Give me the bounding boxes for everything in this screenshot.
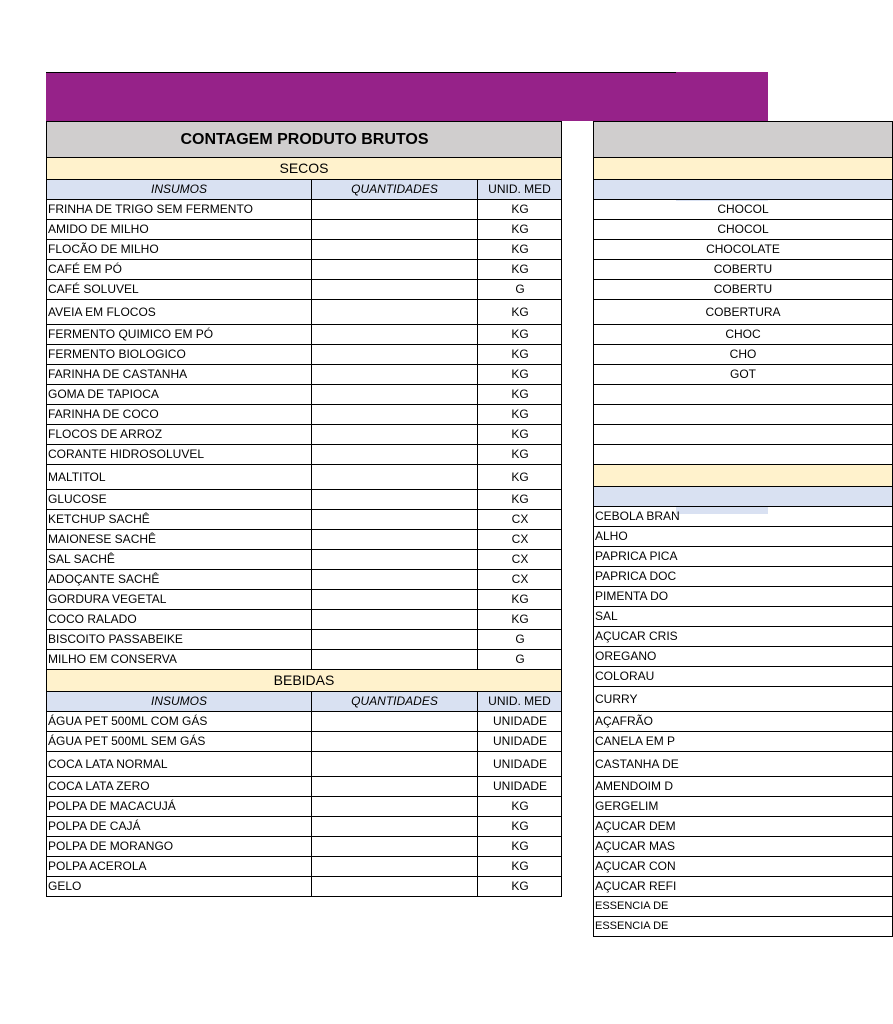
unit-cell: G	[478, 630, 562, 650]
right-item-name: AÇUCAR DEM	[594, 817, 893, 837]
unit-cell: KG	[478, 405, 562, 425]
quantity-cell[interactable]	[312, 752, 478, 777]
table-row	[47, 280, 562, 300]
table-row	[47, 837, 562, 857]
item-name: ÁGUA PET 500ML COM GÁS	[47, 712, 312, 732]
unit-cell: KG	[478, 325, 562, 345]
table-row	[47, 732, 562, 752]
quantity-cell[interactable]	[312, 260, 478, 280]
unit-cell: KG	[478, 590, 562, 610]
unit-cell: KG	[478, 797, 562, 817]
item-name: POLPA ACEROLA	[47, 857, 312, 877]
item-name: FRINHA DE TRIGO SEM FERMENTO	[47, 200, 312, 220]
right-item-name: COLORAU	[594, 667, 893, 687]
quantity-cell[interactable]	[312, 490, 478, 510]
left-count-table	[46, 121, 562, 897]
item-name: GLUCOSE	[47, 490, 312, 510]
unit-cell: CX	[478, 530, 562, 550]
table-row	[47, 465, 562, 490]
unit-cell: KG	[478, 385, 562, 405]
item-name: MAIONESE SACHÊ	[47, 530, 312, 550]
col-header-unid: UNID. MED	[478, 180, 562, 200]
quantity-cell[interactable]	[312, 817, 478, 837]
table-row	[47, 300, 562, 325]
right-item-name: ALHO	[594, 527, 893, 547]
right-item-name: ESSENCIA DE	[594, 917, 893, 937]
item-name: CAFÉ EM PÓ	[47, 260, 312, 280]
table-row	[47, 550, 562, 570]
right-item-name	[594, 385, 893, 405]
table-row	[47, 510, 562, 530]
right-count-table	[593, 121, 893, 937]
col-header-insumos: INSUMOS	[47, 692, 312, 712]
quantity-cell[interactable]	[312, 300, 478, 325]
right-section-cell-2	[594, 465, 893, 487]
table-row	[47, 425, 562, 445]
quantity-cell[interactable]	[312, 712, 478, 732]
table-row	[47, 530, 562, 550]
right-item-name: PIMENTA DO	[594, 587, 893, 607]
right-header-cell	[594, 180, 893, 200]
section-header-bebidas: BEBIDAS	[47, 670, 562, 692]
item-name: GOMA DE TAPIOCA	[47, 385, 312, 405]
col-header-unid: UNID. MED	[478, 692, 562, 712]
item-name: POLPA DE MORANGO	[47, 837, 312, 857]
quantity-cell[interactable]	[312, 732, 478, 752]
unit-cell: KG	[478, 260, 562, 280]
header-banner	[46, 72, 768, 121]
right-item-name	[594, 405, 893, 425]
right-title-cell	[594, 122, 893, 158]
table-row	[47, 590, 562, 610]
quantity-cell[interactable]	[312, 777, 478, 797]
unit-cell: KG	[478, 200, 562, 220]
table-row	[47, 490, 562, 510]
right-item-name: GERGELIM	[594, 797, 893, 817]
table-row	[47, 777, 562, 797]
item-name: COCA LATA NORMAL	[47, 752, 312, 777]
right-item-name: COBERTU	[594, 260, 893, 280]
unit-cell: KG	[478, 445, 562, 465]
unit-cell: KG	[478, 220, 562, 240]
unit-cell: CX	[478, 570, 562, 590]
item-name: FLOCOS DE ARROZ	[47, 425, 312, 445]
unit-cell: KG	[478, 877, 562, 897]
item-name: AVEIA EM FLOCOS	[47, 300, 312, 325]
table-row	[47, 220, 562, 240]
quantity-cell[interactable]	[312, 280, 478, 300]
right-item-name: CEBOLA BRAN	[594, 507, 893, 527]
unit-cell: UNIDADE	[478, 777, 562, 797]
quantity-cell[interactable]	[312, 570, 478, 590]
table-row	[47, 240, 562, 260]
quantity-cell[interactable]	[312, 405, 478, 425]
quantity-cell[interactable]	[312, 510, 478, 530]
right-item-name: OREGANO	[594, 647, 893, 667]
quantity-cell[interactable]	[312, 200, 478, 220]
unit-cell: KG	[478, 465, 562, 490]
table-row	[47, 570, 562, 590]
table-row	[47, 325, 562, 345]
item-name: CAFÉ SOLUVEL	[47, 280, 312, 300]
right-item-name: CHOC	[594, 325, 893, 345]
right-table-clip	[593, 121, 781, 951]
item-name: POLPA DE MACACUJÁ	[47, 797, 312, 817]
quantity-cell[interactable]	[312, 240, 478, 260]
item-name: KETCHUP SACHÊ	[47, 510, 312, 530]
table-row	[47, 752, 562, 777]
unit-cell: KG	[478, 425, 562, 445]
unit-cell: KG	[478, 857, 562, 877]
table-row	[47, 260, 562, 280]
right-item-name: AÇUCAR REFI	[594, 877, 893, 897]
item-name: GELO	[47, 877, 312, 897]
right-item-name: COBERTU	[594, 280, 893, 300]
unit-cell: KG	[478, 490, 562, 510]
right-section-cell	[594, 158, 893, 180]
unit-cell: G	[478, 650, 562, 670]
unit-cell: KG	[478, 365, 562, 385]
right-item-name: AÇUCAR CRIS	[594, 627, 893, 647]
quantity-cell[interactable]	[312, 530, 478, 550]
banner-top-border	[46, 72, 676, 73]
quantity-cell[interactable]	[312, 220, 478, 240]
quantity-cell[interactable]	[312, 345, 478, 365]
right-item-name: CANELA EM P	[594, 732, 893, 752]
quantity-cell[interactable]	[312, 837, 478, 857]
item-name: MALTITOL	[47, 465, 312, 490]
right-item-name: SAL	[594, 607, 893, 627]
quantity-cell[interactable]	[312, 445, 478, 465]
item-name: COCA LATA ZERO	[47, 777, 312, 797]
right-item-name	[594, 425, 893, 445]
right-item-name: CURRY	[594, 687, 893, 712]
right-item-name: AÇAFRÃO	[594, 712, 893, 732]
right-item-name: CHOCOLATE	[594, 240, 893, 260]
quantity-cell[interactable]	[312, 877, 478, 897]
unit-cell: KG	[478, 837, 562, 857]
right-item-name	[594, 445, 893, 465]
item-name: FLOCÃO DE MILHO	[47, 240, 312, 260]
item-name: ADOÇANTE SACHÊ	[47, 570, 312, 590]
quantity-cell[interactable]	[312, 590, 478, 610]
item-name: AMIDO DE MILHO	[47, 220, 312, 240]
quantity-cell[interactable]	[312, 550, 478, 570]
right-item-name: PAPRICA DOC	[594, 567, 893, 587]
item-name: FARINHA DE CASTANHA	[47, 365, 312, 385]
unit-cell: KG	[478, 610, 562, 630]
quantity-cell[interactable]	[312, 425, 478, 445]
table-row	[47, 877, 562, 897]
sheet-title: CONTAGEM PRODUTO BRUTOS	[47, 122, 562, 158]
quantity-cell[interactable]	[312, 797, 478, 817]
quantity-cell[interactable]	[312, 465, 478, 490]
quantity-cell[interactable]	[312, 650, 478, 670]
unit-cell: UNIDADE	[478, 712, 562, 732]
table-row	[47, 857, 562, 877]
section-header-secos: SECOS	[47, 158, 562, 180]
right-item-name: AMENDOIM D	[594, 777, 893, 797]
unit-cell: KG	[478, 817, 562, 837]
quantity-cell[interactable]	[312, 385, 478, 405]
table-row	[47, 365, 562, 385]
table-row	[47, 200, 562, 220]
unit-cell: KG	[478, 300, 562, 325]
item-name: COCO RALADO	[47, 610, 312, 630]
unit-cell: KG	[478, 345, 562, 365]
right-item-name: COBERTURA	[594, 300, 893, 325]
table-row	[47, 610, 562, 630]
table-row	[47, 817, 562, 837]
right-item-name: GOT	[594, 365, 893, 385]
unit-cell: UNIDADE	[478, 752, 562, 777]
quantity-cell[interactable]	[312, 610, 478, 630]
table-row	[47, 445, 562, 465]
item-name: POLPA DE CAJÁ	[47, 817, 312, 837]
quantity-cell[interactable]	[312, 857, 478, 877]
quantity-cell[interactable]	[312, 630, 478, 650]
table-row	[47, 385, 562, 405]
quantity-cell[interactable]	[312, 365, 478, 385]
item-name: SAL SACHÊ	[47, 550, 312, 570]
right-item-name: AÇUCAR MAS	[594, 837, 893, 857]
right-item-name: CHOCOL	[594, 220, 893, 240]
right-item-name: PAPRICA PICA	[594, 547, 893, 567]
unit-cell: UNIDADE	[478, 732, 562, 752]
item-name: BISCOITO PASSABEIKE	[47, 630, 312, 650]
col-header-quantidades: QUANTIDADES	[312, 180, 478, 200]
item-name: MILHO EM CONSERVA	[47, 650, 312, 670]
right-item-name: CHO	[594, 345, 893, 365]
item-name: FERMENTO QUIMICO EM PÓ	[47, 325, 312, 345]
item-name: ÁGUA PET 500ML SEM GÁS	[47, 732, 312, 752]
right-item-name: ESSENCIA DE	[594, 897, 893, 917]
quantity-cell[interactable]	[312, 325, 478, 345]
unit-cell: CX	[478, 550, 562, 570]
col-header-insumos: INSUMOS	[47, 180, 312, 200]
unit-cell: CX	[478, 510, 562, 530]
item-name: FARINHA DE COCO	[47, 405, 312, 425]
table-row	[47, 650, 562, 670]
right-item-name: CASTANHA DE	[594, 752, 893, 777]
table-row	[47, 630, 562, 650]
unit-cell: KG	[478, 240, 562, 260]
item-name: CORANTE HIDROSOLUVEL	[47, 445, 312, 465]
unit-cell: G	[478, 280, 562, 300]
right-item-name: CHOCOL	[594, 200, 893, 220]
col-header-quantidades: QUANTIDADES	[312, 692, 478, 712]
right-item-name: AÇUCAR CON	[594, 857, 893, 877]
table-row	[47, 405, 562, 425]
right-header-cell-2	[594, 487, 893, 507]
table-row	[47, 345, 562, 365]
table-row	[47, 797, 562, 817]
item-name: FERMENTO BIOLOGICO	[47, 345, 312, 365]
table-row	[47, 712, 562, 732]
item-name: GORDURA VEGETAL	[47, 590, 312, 610]
